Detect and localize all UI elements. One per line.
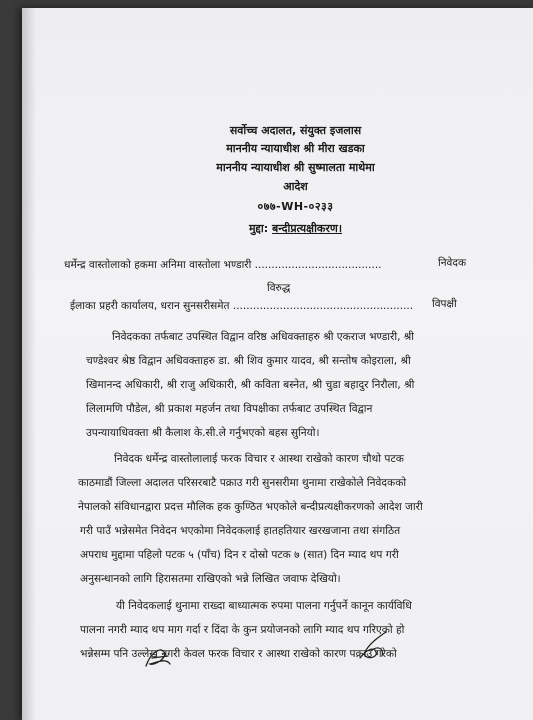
body-line: लिलामणि पौडेल, श्री प्रकाश महर्जन तथा विपक्षीका तर्फबाट उपस्थित विद्वान <box>86 403 373 415</box>
body-line: भन्नेसम्म पनि उल्लेख नगरी केवल फरक विचार र आस्था राखेको कारण पक्राउ गरेको <box>80 648 397 660</box>
petitioner-line: धर्मेन्द्र वास्तोलाको हकमा अनिमा वास्तोला भण्डारी ...................................... <box>64 259 382 271</box>
body-line: नेपालको संविधानद्वारा प्रदत्त मौलिक हक कुण्ठित भएकोले बन्दीप्रत्यक्षीकरणको आदेश जारी <box>78 501 423 513</box>
respondent-role: विपक्षी <box>432 298 457 310</box>
initial-signature-left <box>140 640 180 674</box>
body-line: निवेदकका तर्फबाट उपस्थित विद्वान वरिष्ठ अधिवक्ताहरु श्री एकराज भण्डारी, श्री <box>112 331 415 343</box>
case-subject <box>40 221 533 236</box>
body-line: पालना नगरी म्याद थप माग गर्दा र दिंदा के कुन प्रयोजनको लागि म्याद थप गरिएको हो <box>80 624 405 636</box>
body-line: गरी पाउँ भन्नेसमेत निवेदन भएकोमा निवेदकलाई हातहतियार खरखजाना तथा संगठित <box>80 525 401 537</box>
justice-two: माननीय न्यायाधीश श्री सुष्मालता माथेमा <box>216 161 375 174</box>
versus-label: विरुद्ध <box>267 282 291 294</box>
justice-one: माननीय न्यायाधीश श्री मीरा खडका <box>226 142 365 155</box>
petitioner-role: निवेदक <box>438 257 467 269</box>
body-line: अपराध मुद्दामा पहिलो पटक ५ (पाँच) दिन र दोस्रो पटक ७ (सात) दिन म्याद थप गरी <box>80 549 399 561</box>
body-line: निवेदक धर्मेन्द्र वास्तोलालाई फरक विचार र आस्था राखेको कारण चौथो पटक <box>114 453 404 465</box>
subject-text: बन्दीप्रत्यक्षीकरण। <box>271 222 342 235</box>
initial-signature-right <box>352 628 394 668</box>
subject-prefix: मुद्दा: <box>248 222 269 235</box>
body-line: उपन्यायाधिवक्ता श्री कैलाश के.सी.ले गर्नुभएको बहस सुनियो। <box>86 427 320 439</box>
body-line: चण्डेश्वर श्रेष्ठ विद्वान अधिवक्ताहरु डा. श्री शिव कुमार यादव, श्री सन्तोष कोइराला, श्री <box>86 355 411 367</box>
order-title: आदेश <box>283 180 308 193</box>
body-line: खिमानन्द अधिकारी, श्री राजु अधिकारी, श्री कविता बस्नेत, श्री चुडा बहादुर निरौला, श्री <box>86 379 415 391</box>
court-order-document <box>22 8 533 720</box>
body-line: अनुसन्धानको लागि हिरासतमा राखिएको भन्ने लिखित जवाफ देखियो। <box>80 573 341 585</box>
case-number: ०७७-WH-०२३३ <box>257 200 334 213</box>
body-line: यी निवेदकलाई थुनामा राख्दा बाध्यात्मक रुपमा पालना गर्नुपर्ने कानून कार्यविधि <box>116 600 412 612</box>
respondent-line: ईलाका प्रहरी कार्यालय, धरान सुनसरीसमेत ...................................................... <box>70 300 414 312</box>
body-line: काठमाडौं जिल्ला अदालत परिसरबाटै पक्राउ गरी सुनसरीमा थुनामा राखेकोले निवेदकको <box>78 477 407 489</box>
document-page <box>22 8 533 720</box>
court-name: सर्वोच्च अदालत, संयुक्त इजलास <box>229 124 362 137</box>
